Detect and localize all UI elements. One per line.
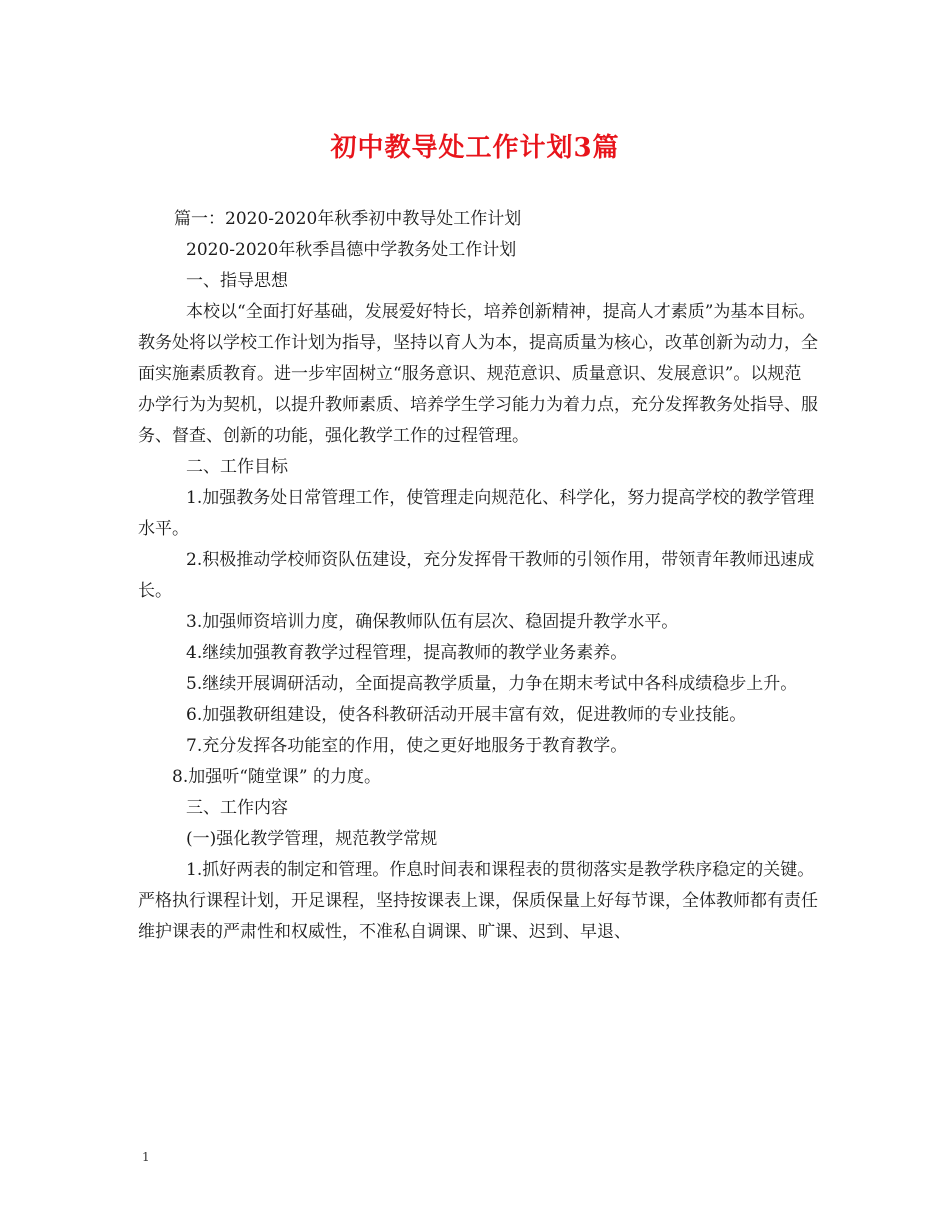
section-heading: 一、指导思想 bbox=[186, 271, 288, 291]
document-title: 初中教导处工作计划3篇 bbox=[330, 133, 620, 163]
list-item: 5.继续开展调研活动，全面提高教学质量，力争在期末考试中各科成绩稳步上升。 bbox=[186, 674, 798, 694]
list-item: 7.充分发挥各功能室的作用，使之更好地服务于教育教学。 bbox=[186, 736, 628, 756]
list-item: 4.继续加强教育教学过程管理，提高教师的教学业务素养。 bbox=[186, 643, 628, 663]
list-item: 6.加强教研组建设，使各科教研活动开展丰富有效，促进教师的专业技能。 bbox=[186, 705, 747, 725]
list-item: 2.积极推动学校师资队伍建设，充分发挥骨干教师的引领作用，带领青年教师迅速成长。 bbox=[138, 550, 815, 601]
paragraph: 本校以“全面打好基础，发展爱好特长，培养创新精神，提高人才素质”为基本目标。教务处将以学校工作计划为指导，坚持以育人为本，提高质量为核心，改革创新为动力，全面实施素质教育。进一步牢固树立“服务意识、规范意识、质量意识、发展意识”。以规范办学行为为契机，以提升教师素质、培养学生学习能力为着力点，充分发挥教务处指导、服务、督查、创新的功能，强化教学工作的过程管理。 bbox=[138, 302, 818, 446]
page-number: 1 bbox=[142, 1150, 150, 1164]
list-item: 1.加强教务处日常管理工作，使管理走向规范化、科学化，努力提高学校的教学管理水平。 bbox=[138, 488, 815, 539]
plan-subtitle: 2020-2020年秋季昌德中学教务处工作计划 bbox=[186, 240, 517, 260]
section-heading: 二、工作目标 bbox=[186, 457, 288, 477]
list-item: 3.加强师资培训力度，确保教师队伍有层次、稳固提升教学水平。 bbox=[186, 612, 679, 632]
section-heading-part-one: 篇一：2020-2020年秋季初中教导处工作计划 bbox=[174, 209, 522, 229]
section-heading: 三、工作内容 bbox=[186, 798, 288, 818]
list-item: 1.抓好两表的制定和管理。作息时间表和课程表的贯彻落实是教学秩序稳定的关键。严格执行课程计划，开足课程，坚持按课表上课，保质保量上好每节课，全体教师都有责任维护课表的严肃性和权威性，不准私自调课、旷课、迟到、早退、 bbox=[138, 860, 818, 942]
list-item: 8.加强听“随堂课” 的力度。 bbox=[172, 767, 382, 787]
subsection-heading: (一)强化教学管理，规范教学常规 bbox=[186, 829, 438, 849]
document-body bbox=[138, 204, 818, 948]
